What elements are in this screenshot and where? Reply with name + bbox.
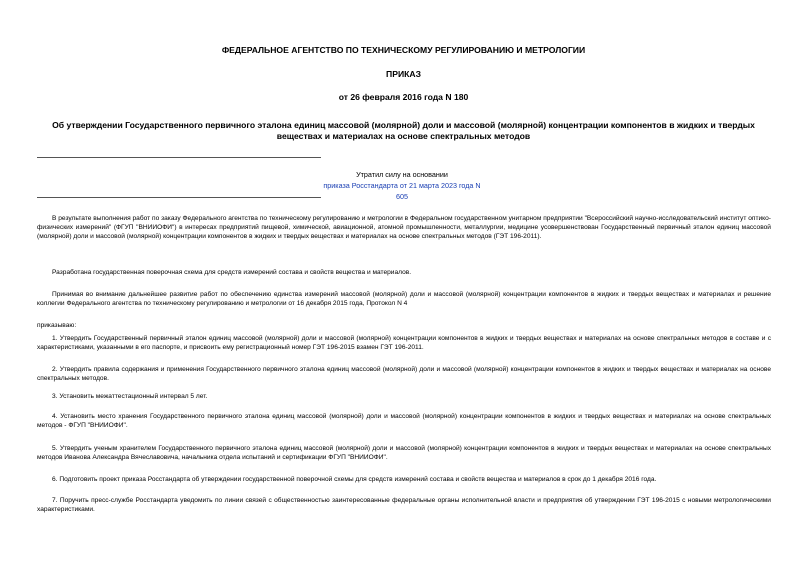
order-item-1: 1. Утвердить Государственный первичный эталон единиц массовой (молярной) доли и массовой (молярной) концентрации компонентов в жидких и твердых веществах и материалах на основе спектральных методов в составе и с характеристиками, указанными в его паспорте, и присвоить ему регистрационный номер ГЭТ 196-2015 взамен ГЭТ 196-2011. [37,335,771,352]
date-number-heading: от 26 февраля 2016 года N 180 [338,92,469,102]
order-item-4: 4. Установить место хранения Государственного первичного эталона единиц массовой (молярной) доли и массовой (молярной) концентрации компонентов в жидких и твердых веществах и материалах на основе спектральных методов - ФГУП "ВНИИОФИ". [37,413,771,430]
doc-type-heading: ПРИКАЗ [386,69,421,79]
order-item-5: 5. Утвердить ученым хранителем Государственного первичного эталона единиц массовой (молярной) доли и массовой (молярной) концентрации компонентов в жидких и твердых веществах и материалах на основе спектральных методов Иванова Александра Вячеславовича, начальника отдела испытаний и сертификации ФГУП "ВНИИОФИ". [37,445,771,462]
paragraph-considering: Принимая во внимание дальнейшее развитие работ по обеспечению единства измерений массовой (молярной) доли и массовой (молярной) концентрации компонентов в жидких и твердых веществах и материалах и решение коллегии Федерального агентства по техническому регулированию и метрологии от 16 декабря 2015 года, Протокол N 4 [37,291,771,308]
top-divider [37,157,321,158]
paragraph-scheme: Разработана государственная поверочная схема для средств измерений состава и свойств вещества и материалов. [52,269,412,276]
agency-heading: ФЕДЕРАЛЬНОЕ АГЕНТСТВО ПО ТЕХНИЧЕСКОМУ РЕГУЛИРОВАНИЮ И МЕТРОЛОГИИ [221,45,586,55]
revocation-link[interactable]: приказа Росстандарта от 21 марта 2023 года N 605 [323,181,481,201]
order-item-3: 3. Установить межаттестационный интервал 5 лет. [52,393,208,400]
order-item-6: 6. Подготовить проект приказа Росстандарта об утверждении государственной поверочной схемы для средств измерений состава и свойств вещества и материалов в срок до 1 декабря 2016 года. [52,476,657,483]
order-item-7: 7. Поручить пресс-службе Росстандарта уведомить по линии связей с общественностью заинтересованные федеральные органы исполнительной власти и предприятия об утверждении ГЭТ 196-2015 с новыми метрологическими характеристиками. [37,497,771,514]
revocation-note: Утратил силу на основании [356,170,448,179]
orders-line: приказываю: [37,322,77,329]
paragraph-intro: В результате выполнения работ по заказу Федерального агентства по техническому регулированию и метрологии в Федеральном государственном унитарном предприятии "Всероссийский научно-исследовательский институт оптико-физических измерений" (ФГУП "ВНИИОФИ") в интересах предприятий пищевой, химической, авиационной, атомной промышленности, металлургии, медицине усовершенствован Государственный первичный эталон единиц массовой (молярной) доли и массовой (молярной) концентрации компонентов в жидких и твердых веществах и материалах на основе спектральных методов (ГЭТ 196-2011). [37,215,771,241]
document-title: Об утверждении Государственного первичного эталона единиц массовой (молярной) доли и массовой (молярной) концентрации компонентов в жидких и твердых веществах и материалах на основе спектральных методов [52,120,755,141]
bottom-divider [37,197,321,198]
order-item-2: 2. Утвердить правила содержания и применения Государственного первичного эталона единиц массовой (молярной) доли и массовой (молярной) концентрации компонентов в жидких и твердых веществах и материалах на основе спектральных методов. [37,366,771,383]
